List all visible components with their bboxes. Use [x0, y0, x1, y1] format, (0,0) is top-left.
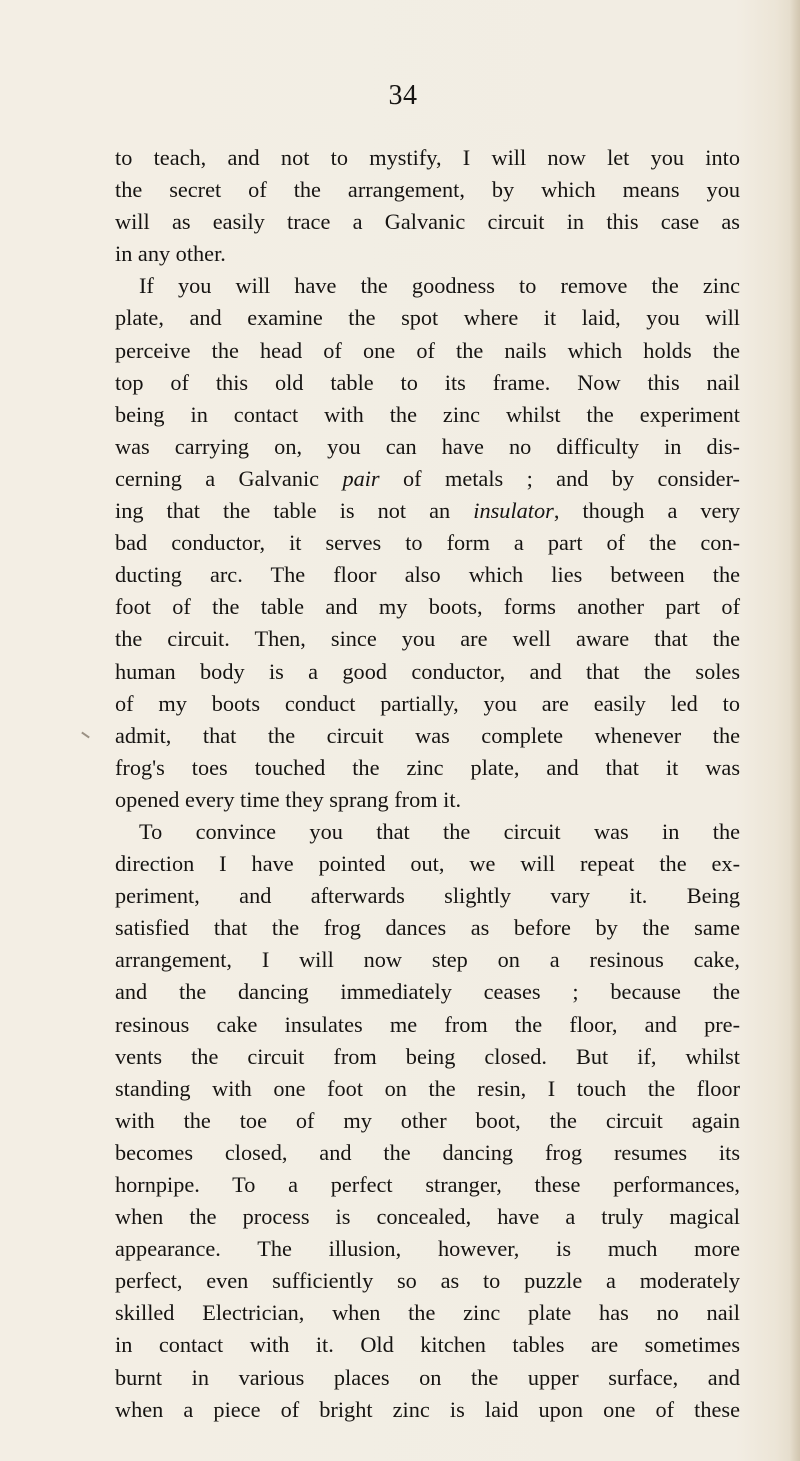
text-line: top of this old table to its frame. Now this nail: [115, 369, 740, 395]
text-line: [115, 495, 740, 527]
text-line: [115, 463, 740, 495]
text-line: standing with one foot on the resin, I touch the floor: [115, 1075, 740, 1101]
text-line: the secret of the arrangement, by which means you: [115, 177, 740, 203]
text-line: burnt in various places on the upper surface, and: [115, 1364, 740, 1390]
text-line: arrangement, I will now step on a resinous cake,: [115, 947, 740, 973]
text-line: skilled Electrician, when the zinc plate has no nail: [115, 1300, 740, 1326]
text-line: perfect, even sufficiently so as to puzzle a moderately: [115, 1268, 740, 1294]
page-number: 34: [388, 80, 418, 111]
text-line: plate, and examine the spot where it laid, you will: [115, 305, 740, 331]
text-line: and the dancing immediately ceases ; because the: [115, 979, 740, 1005]
italic-word: pair: [342, 465, 380, 491]
text-line: of my boots conduct partially, you are easily led to: [115, 690, 740, 716]
text-line: to teach, and not to mystify, I will now let you into: [115, 145, 740, 170]
text-segment: , though a very: [553, 498, 741, 524]
text-line: perceive the head of one of the nails which holds the: [115, 337, 740, 363]
text-line: To convince you that the circuit was in the: [139, 818, 740, 844]
text-line: hornpipe. To a perfect stranger, these performances,: [115, 1172, 740, 1197]
body-text: [115, 142, 740, 1426]
text-segment: cerning a Galvanic: [115, 465, 320, 491]
text-line: will as easily trace a Galvanic circuit in this case as: [115, 209, 740, 235]
text-line: in any other.: [115, 241, 226, 267]
text-line: was carrying on, you can have no difficulty in dis-: [115, 433, 740, 459]
text-line: in contact with it. Old kitchen tables are sometimes: [115, 1332, 740, 1358]
text-line: with the toe of my other boot, the circuit again: [115, 1107, 740, 1133]
text-line: when the process is concealed, have a truly magical: [115, 1204, 740, 1230]
text-segment: ing that the table is not an: [115, 498, 451, 524]
text-line: becomes closed, and the dancing frog resumes its: [115, 1139, 740, 1165]
text-line: when a piece of bright zinc is laid upon one of these: [115, 1396, 740, 1422]
italic-word: insulator: [473, 498, 554, 524]
text-line: bad conductor, it serves to form a part of the con-: [115, 530, 740, 556]
text-line: periment, and afterwards slightly vary it. Being: [115, 883, 740, 909]
page-edge-shadow: [790, 0, 800, 1461]
text-line: direction I have pointed out, we will repeat the ex-: [115, 851, 740, 877]
text-line: satisfied that the frog dances as before by the same: [115, 915, 740, 941]
text-line: resinous cake insulates me from the floor, and pre-: [115, 1011, 740, 1037]
text-line: vents the circuit from being closed. But if, whilst: [115, 1043, 740, 1069]
text-line: foot of the table and my boots, forms another part of: [115, 594, 740, 620]
text-line: frog's toes touched the zinc plate, and that it was: [115, 754, 740, 780]
text-line: appearance. The illusion, however, is much more: [115, 1236, 740, 1262]
text-line: If you will have the goodness to remove the zinc: [139, 273, 740, 299]
text-line: human body is a good conductor, and that the soles: [115, 658, 740, 684]
margin-mark: [81, 732, 90, 739]
text-line: ducting arc. The floor also which lies between the: [115, 562, 740, 588]
text-line: opened every time they sprang from it.: [115, 786, 462, 812]
text-line: admit, that the circuit was complete whenever the: [115, 722, 740, 748]
text-segment: of metals ; and by consider-: [403, 465, 740, 491]
text-line: being in contact with the zinc whilst the experiment: [115, 401, 740, 427]
text-line: the circuit. Then, since you are well aware that the: [115, 626, 740, 652]
